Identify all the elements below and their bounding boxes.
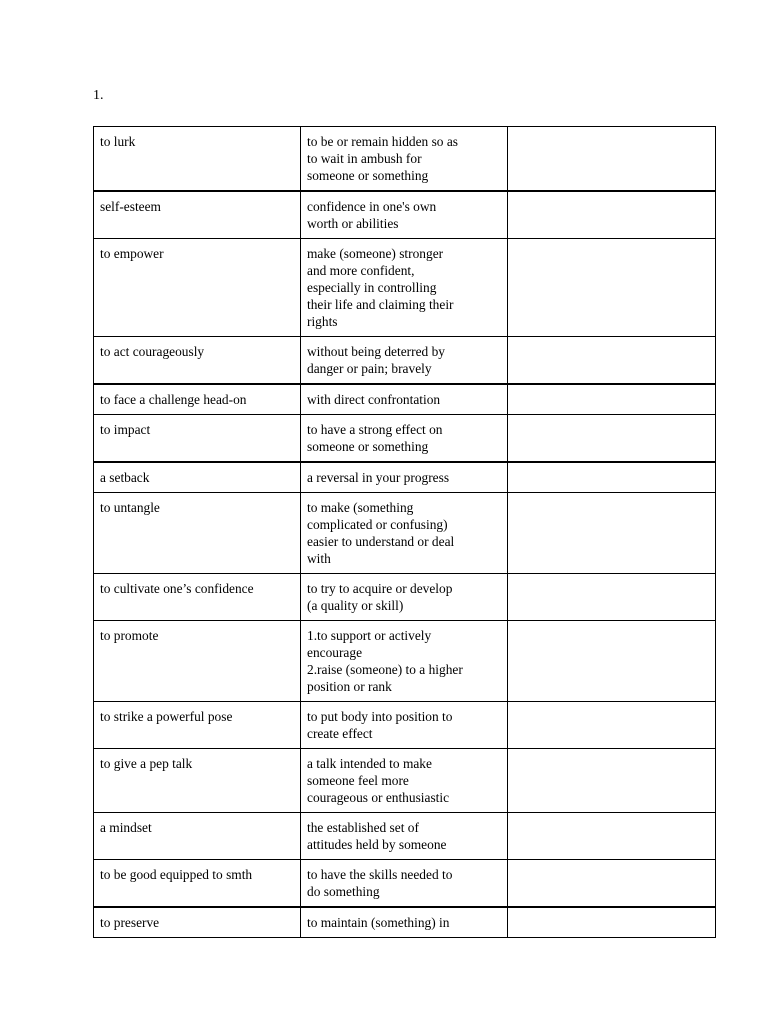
term-cell: to impact (94, 415, 301, 463)
notes-cell (508, 907, 716, 938)
notes-cell (508, 574, 716, 621)
table-row (94, 191, 716, 239)
table-row (94, 384, 716, 415)
notes-cell (508, 749, 716, 813)
term-cell: to cultivate one’s confidence (94, 574, 301, 621)
notes-cell (508, 462, 716, 493)
table-row (94, 415, 716, 463)
definition-cell: a reversal in your progress (301, 462, 508, 493)
table-row (94, 574, 716, 621)
term-cell: to strike a powerful pose (94, 702, 301, 749)
definition-cell: to try to acquire or develop (a quality or skill) (301, 574, 508, 621)
term-cell: a mindset (94, 813, 301, 860)
term-cell: to untangle (94, 493, 301, 574)
term-cell: self-esteem (94, 191, 301, 239)
definition-cell: confidence in one's own worth or abilities (301, 191, 508, 239)
table-row (94, 493, 716, 574)
notes-cell (508, 384, 716, 415)
table-row (94, 907, 716, 938)
term-cell: a setback (94, 462, 301, 493)
term-cell: to face a challenge head-on (94, 384, 301, 415)
notes-cell (508, 415, 716, 463)
notes-cell (508, 621, 716, 702)
vocabulary-table (93, 126, 716, 938)
vocabulary-table-body (94, 127, 716, 938)
page-number: 1. (93, 88, 104, 103)
definition-cell: a talk intended to make someone feel more courageous or enthusiastic (301, 749, 508, 813)
table-row (94, 860, 716, 908)
notes-cell (508, 337, 716, 385)
table-row (94, 127, 716, 192)
definition-cell: without being deterred by danger or pain; bravely (301, 337, 508, 385)
term-cell: to preserve (94, 907, 301, 938)
definition-cell: to have the skills needed to do something (301, 860, 508, 908)
definition-cell: make (someone) stronger and more confident, especially in controlling their life and claiming their rights (301, 239, 508, 337)
notes-cell (508, 127, 716, 192)
definition-cell: to be or remain hidden so as to wait in ambush for someone or something (301, 127, 508, 192)
table-row (94, 239, 716, 337)
definition-cell: with direct confrontation (301, 384, 508, 415)
notes-cell (508, 702, 716, 749)
table-row (94, 702, 716, 749)
notes-cell (508, 813, 716, 860)
term-cell: to promote (94, 621, 301, 702)
term-cell: to be good equipped to smth (94, 860, 301, 908)
definition-cell: to put body into position to create effect (301, 702, 508, 749)
notes-cell (508, 239, 716, 337)
definition-cell: the established set of attitudes held by someone (301, 813, 508, 860)
table-row (94, 749, 716, 813)
definition-cell: to have a strong effect on someone or something (301, 415, 508, 463)
table-row (94, 813, 716, 860)
term-cell: to empower (94, 239, 301, 337)
table-row (94, 462, 716, 493)
definition-cell: 1.to support or actively encourage 2.raise (someone) to a higher position or rank (301, 621, 508, 702)
term-cell: to give a pep talk (94, 749, 301, 813)
notes-cell (508, 860, 716, 908)
notes-cell (508, 493, 716, 574)
table-row (94, 337, 716, 385)
definition-cell: to make (something complicated or confusing) easier to understand or deal with (301, 493, 508, 574)
term-cell: to lurk (94, 127, 301, 192)
definition-cell: to maintain (something) in (301, 907, 508, 938)
term-cell: to act courageously (94, 337, 301, 385)
table-row (94, 621, 716, 702)
notes-cell (508, 191, 716, 239)
